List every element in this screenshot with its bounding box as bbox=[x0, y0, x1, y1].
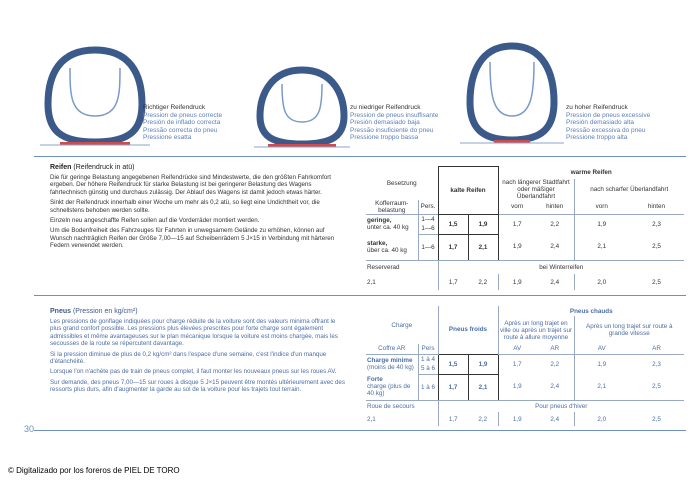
fr-row1-pers-b: 5 à 6 bbox=[418, 364, 438, 374]
fr-paragraph: Sur demande, des pneus 7,00—15 sur roues à disque 5 J×15 peuvent être montés ultérieurement avec des ressorts plus durs, afin d'augmenter la garde au sol de la voiture pour les trajets tout terrain. bbox=[50, 378, 345, 394]
table-row bbox=[366, 214, 418, 234]
fr-pressure-table bbox=[366, 306, 684, 426]
fr-row3-val: 2,1 bbox=[367, 415, 376, 423]
de-header-pers: Pers. bbox=[418, 200, 438, 215]
fr-title: Pneus bbox=[50, 308, 72, 315]
fr-row3-val: 1,7 bbox=[438, 412, 468, 426]
caption-it: Pressione troppo bassa bbox=[350, 134, 419, 141]
fr-header-coffre: Coffre AR bbox=[366, 344, 418, 354]
de-row1-val: 2,2 bbox=[550, 220, 560, 228]
caption-fr: Pression de pneus excessive bbox=[566, 111, 651, 119]
de-header-kalte: kalte Reifen bbox=[438, 167, 498, 215]
caption-de: zu hoher Reifendruck bbox=[566, 104, 628, 111]
page-number: 30 bbox=[24, 424, 35, 434]
fr-header-ar: AR bbox=[536, 344, 574, 354]
fr-paragraph: Si la pression diminue de plus de 0,2 kg/cm² dans l'espace d'une semaine, c'est l'indice d'un manque d'étanchéité. bbox=[50, 350, 327, 366]
table-row bbox=[366, 374, 418, 400]
fr-header-ar: AR bbox=[629, 344, 684, 354]
tire-high-caption bbox=[566, 104, 686, 142]
fr-row2-val: 2,4 bbox=[536, 374, 574, 400]
fr-paragraph: Les pressions de gonflage indiquées pour charge réduite de la voiture sont des valeurs minima offrant le plus grand confort possible. Les pressions plus élevées prescrites pour forte charge sont également admissibles et même avantageuses sur le plan mécanique lorsque la voiture est moins chargée, mais les secousses de la route se répercutent davantage. bbox=[50, 318, 338, 348]
fr-header-pers: Pers bbox=[418, 344, 438, 354]
fr-row3-val: 2,4 bbox=[550, 415, 560, 423]
de-row2-label: starke, bbox=[367, 239, 388, 247]
de-row2-sub: über ca. 40 kg bbox=[367, 246, 407, 254]
fr-subtitle: (Pression en kg/cm²) bbox=[72, 308, 138, 315]
caption-fr: Pression de pneus correcte bbox=[143, 111, 223, 119]
fr-header-av: AV bbox=[574, 344, 629, 354]
fr-header-chauds-b: Après un long trajet sur route à grande vitesse bbox=[574, 316, 684, 344]
de-row2-val: 2,1 bbox=[574, 234, 629, 260]
fr-row2-val: 1,7 bbox=[438, 374, 468, 400]
caption-pt: Pressão excessiva do pneu bbox=[566, 126, 646, 134]
de-row1-val: 1,7 bbox=[498, 214, 536, 234]
fr-header-charge: Charge bbox=[391, 321, 413, 329]
fr-row1-pers-a: 1 à 4 bbox=[418, 354, 438, 364]
de-paragraph: Die für geringe Belastung angegebenen Reifendrücke sind Mindestwerte, die den größten Fahrkomfort ergeben. Der höhere Reifendruck für starke Belastung ist bei geringerer Belastung des Wagens fahrtechnisch günstig und durchaus zulässig. Der Ablauf des Wagens ist damit jedoch etwas härter. bbox=[50, 174, 332, 196]
de-header-vorn: vorn bbox=[498, 200, 536, 215]
de-reserve-label: Reserverad bbox=[367, 263, 400, 271]
fr-header-chauds: Pneus chauds bbox=[498, 306, 684, 316]
fr-row1-val: 1,5 bbox=[438, 354, 468, 374]
de-row3-val: 1,9 bbox=[498, 274, 536, 290]
de-row3-val: 2,2 bbox=[478, 278, 488, 286]
de-title: Reifen bbox=[50, 164, 72, 171]
de-row1-pers-a: 1—4 bbox=[418, 214, 438, 224]
footer-credit: © Digitalizado por los foreros de PIEL DE TORO bbox=[8, 466, 180, 475]
de-row3-val: 2,5 bbox=[652, 278, 661, 286]
de-winter-label: bei Winterreifen bbox=[438, 260, 684, 274]
fr-winter-label: Pour pneus d'hiver bbox=[438, 400, 684, 412]
fr-row3-val: 2,5 bbox=[652, 415, 661, 423]
tire-high-illustration bbox=[460, 40, 564, 150]
caption-it: Pressione troppo alta bbox=[566, 134, 628, 141]
tire-correct-illustration bbox=[40, 44, 150, 150]
fr-row1-val: 2,3 bbox=[652, 360, 661, 368]
fr-row2-val: 1,9 bbox=[498, 374, 536, 400]
de-row2-val: 2,5 bbox=[629, 234, 684, 260]
de-header-warme-b: nach scharfer Überlandfahrt bbox=[574, 179, 684, 200]
table-row bbox=[366, 234, 418, 260]
divider-bottom bbox=[34, 430, 686, 431]
fr-row1-val: 1,7 bbox=[498, 354, 536, 374]
fr-row2-val: 2,1 bbox=[468, 374, 498, 400]
fr-row3-val: 2,0 bbox=[574, 412, 629, 426]
de-paragraph: Um die Bodenfreiheit des Fahrzeuges für Fahrten in unwegsamem Gelände zu erhöhen, können auf Wunsch nachträglich Reifen der Größe 7,00—15 auf Scheibenrädern 5 J×15 in Verbindung mit härteren Federn verwendet werden. bbox=[50, 227, 335, 250]
fr-row2-label: Forte bbox=[367, 376, 383, 384]
de-paragraph: Einzeln neu angeschaffte Reifen sollen auf die Vorderräder montiert werden. bbox=[50, 217, 260, 225]
caption-de: Richtiger Reifendruck bbox=[143, 104, 206, 111]
de-row3-val: 2,1 bbox=[367, 278, 376, 286]
de-header-vorn: vorn bbox=[574, 200, 629, 215]
de-section-title bbox=[50, 164, 346, 171]
caption-it: Pressione esatta bbox=[143, 134, 192, 141]
fr-row2-val: 2,5 bbox=[629, 374, 684, 400]
fr-header-froids: Pneus froids bbox=[438, 306, 498, 354]
fr-row2-pers: 1 à 6 bbox=[418, 374, 438, 400]
caption-es: Presión de inflado correcta bbox=[143, 119, 221, 126]
de-row2-val: 2,4 bbox=[536, 234, 574, 260]
de-row2-val: 1,9 bbox=[498, 234, 536, 260]
fr-paragraph: Lorsque l'on n'achète pas de train de pneus complet, il faut monter les nouveaux pneus sur les roues AV. bbox=[50, 368, 337, 376]
de-subtitle: (Reifendruck in atü) bbox=[73, 164, 135, 171]
fr-row1-sub: (moins de 40 kg) bbox=[367, 364, 414, 372]
caption-es: Presión demasiado alta bbox=[566, 119, 634, 126]
de-header-hinten: hinten bbox=[536, 200, 574, 215]
divider-top bbox=[34, 156, 686, 157]
de-header-warme-a: nach längerer Stadtfahrt oder mäßiger Überlandfahrt bbox=[498, 179, 574, 200]
de-header-warme: warme Reifen bbox=[498, 167, 684, 179]
divider-middle bbox=[34, 295, 686, 296]
fr-header-chauds-a: Après un long trajet en ville ou après un trajet sur route à allure moyenne bbox=[498, 316, 574, 344]
fr-row1-val: 2,2 bbox=[550, 360, 560, 368]
de-paragraph: Sinkt der Reifendruck innerhalb einer Woche um mehr als 0,2 atü, so liegt eine Undichtheit vor, die schnellstens behoben werden sollte. bbox=[50, 199, 320, 214]
table-row bbox=[366, 354, 418, 374]
fr-row3-val: 1,9 bbox=[498, 412, 536, 426]
de-pressure-table bbox=[366, 166, 684, 290]
caption-de: zu niedriger Reifendruck bbox=[350, 104, 421, 111]
de-header-kofferraum: Kofferraum-belastung bbox=[366, 200, 418, 215]
de-row1-pers-b: 1—6 bbox=[418, 224, 438, 234]
de-row1-val: 1,9 bbox=[574, 214, 629, 234]
fr-section-title bbox=[50, 308, 346, 315]
fr-row1-label: Charge minime bbox=[367, 357, 413, 365]
de-row2-pers: 1—6 bbox=[418, 234, 438, 260]
fr-reserve-label: Roue de secours bbox=[367, 402, 415, 410]
caption-pt: Pressão insuficiente do pneu bbox=[350, 126, 434, 134]
de-row2-val: 1,7 bbox=[438, 234, 468, 260]
de-row1-val: 2,3 bbox=[652, 220, 661, 228]
de-row3-val: 2,0 bbox=[574, 274, 629, 290]
de-row3-val: 1,7 bbox=[438, 274, 468, 290]
de-row1-label: geringe, bbox=[367, 217, 392, 225]
de-text-section bbox=[50, 164, 346, 253]
de-row1-sub: unter ca. 40 kg bbox=[367, 224, 409, 232]
tire-low-illustration bbox=[254, 64, 350, 150]
fr-header-av: AV bbox=[498, 344, 536, 354]
fr-row3-val: 2,2 bbox=[478, 415, 488, 423]
fr-row2-sub: charge (plus de 40 kg) bbox=[367, 383, 411, 398]
de-row1-val: 1,5 bbox=[438, 214, 468, 234]
caption-es: Presión demasiado baja bbox=[350, 119, 420, 126]
de-row1-val: 1,9 bbox=[468, 214, 498, 234]
caption-pt: Pressão correcta do pneu bbox=[143, 126, 218, 134]
fr-row1-val: 1,9 bbox=[574, 354, 629, 374]
de-row2-val: 2,1 bbox=[468, 234, 498, 260]
fr-text-section bbox=[50, 308, 346, 397]
de-row3-val: 2,4 bbox=[550, 278, 560, 286]
de-header-besetzung: Besetzung bbox=[386, 179, 417, 187]
tire-correct-caption bbox=[143, 104, 253, 142]
caption-fr: Pression de pneus insuffisante bbox=[350, 111, 439, 119]
fr-row2-val: 2,1 bbox=[574, 374, 629, 400]
tire-low-caption bbox=[350, 104, 460, 142]
fr-row1-val: 1,9 bbox=[468, 354, 498, 374]
de-header-hinten: hinten bbox=[629, 200, 684, 215]
